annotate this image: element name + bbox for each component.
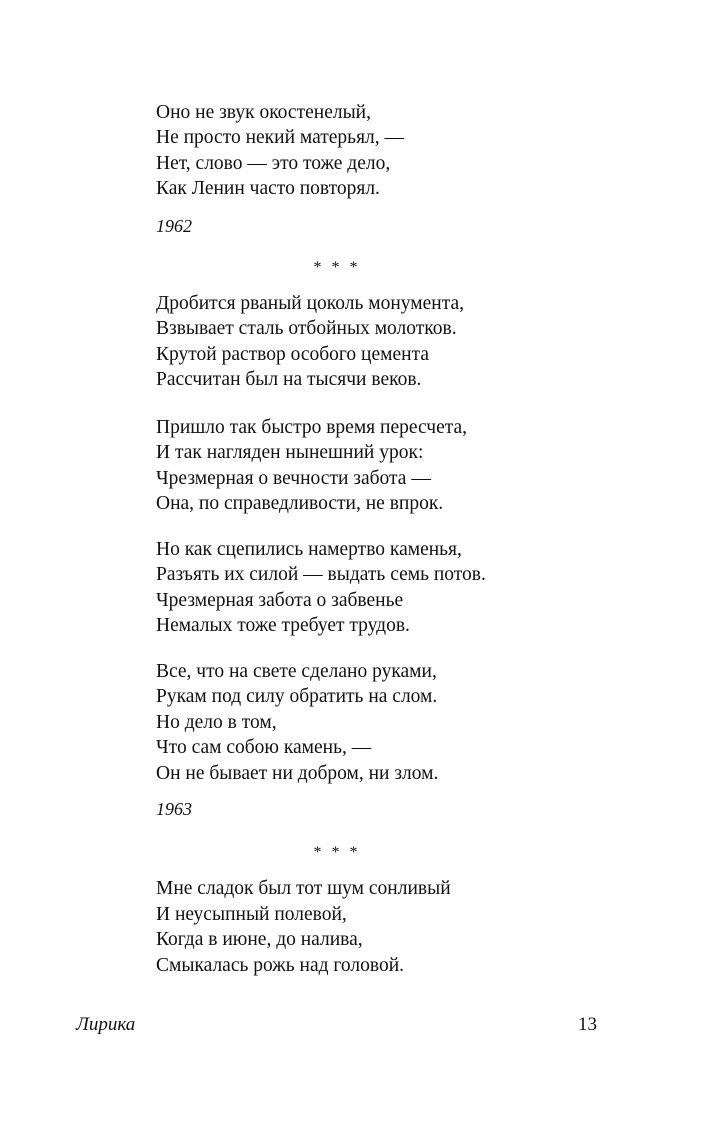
poem-line: Что сам собою камень, —	[156, 737, 372, 758]
poem-year: 1963	[156, 799, 192, 819]
poem-line: Смыкалась рожь над головой.	[156, 955, 405, 976]
poem-line: Нет, слово — это тоже дело,	[156, 153, 391, 174]
poem-line: Рукам под силу обратить на слом.	[156, 686, 438, 707]
page-number: 13	[578, 1014, 597, 1035]
poem-line: Не просто некий матерьял, —	[156, 127, 405, 148]
poem-line: И неусыпный полевой,	[156, 904, 347, 925]
poem-line: Он не бывает ни добром, ни злом.	[156, 763, 439, 784]
poem-line: Пришло так быстро время пересчета,	[156, 417, 468, 438]
poem-line: Как Ленин часто повторял.	[156, 178, 380, 199]
poem-line: Дробится рваный цоколь монумента,	[156, 293, 465, 314]
running-footer-section: Лирика	[76, 1014, 136, 1035]
poem-line: Но как сцепились намертво каменья,	[156, 539, 462, 560]
poem-line: Разъять их силой — выдать семь потов.	[156, 564, 486, 585]
poem-line: Все, что на свете сделано руками,	[156, 661, 437, 682]
poem-line: Когда в июне, до налива,	[156, 929, 363, 950]
poem-line: Чрезмерная забота о забвенье	[156, 590, 404, 611]
poem-line: Немалых тоже требует трудов.	[156, 615, 410, 636]
poem-line: Оно не звук окостенелый,	[156, 102, 371, 123]
poem-line: Крутой раствор особого цемента	[156, 344, 429, 365]
poem-line: Взвывает сталь отбойных молотков.	[156, 318, 457, 339]
poem-line: Но дело в том,	[156, 712, 277, 733]
poem-line: Мне сладок был тот шум сонливый	[156, 878, 451, 899]
separator-asterisks: * * *	[313, 844, 361, 861]
poem-line: И так нагляден нынешний урок:	[156, 442, 424, 463]
poem-line: Она, по справедливости, не впрок.	[156, 493, 444, 514]
poem-line: Чрезмерная о вечности забота —	[156, 468, 431, 489]
separator-asterisks: * * *	[313, 259, 361, 276]
poem-line: Рассчитан был на тысячи веков.	[156, 369, 422, 390]
poem-year: 1962	[156, 216, 192, 236]
